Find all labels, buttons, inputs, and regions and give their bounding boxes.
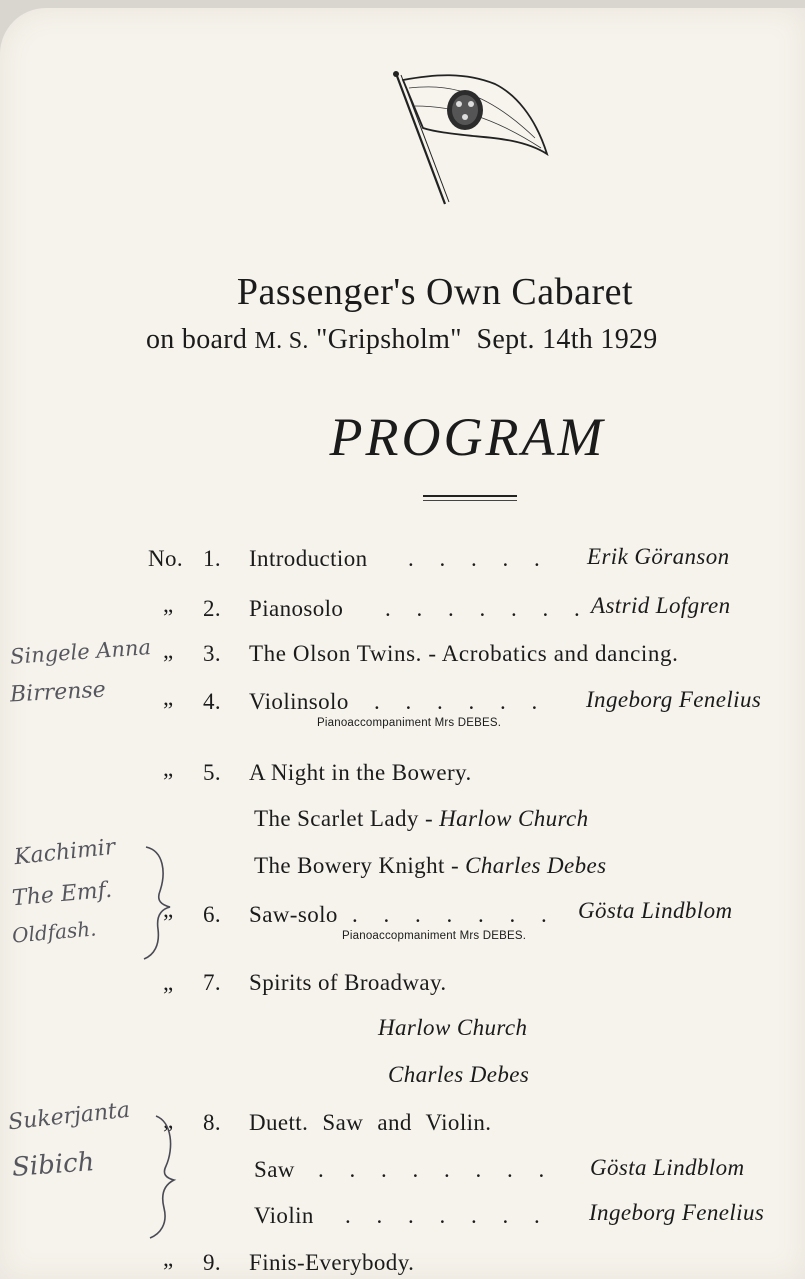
handwritten-brace-icon	[146, 1112, 180, 1242]
handwritten-note: Sibich	[11, 1147, 96, 1183]
item-number: 4.	[203, 689, 222, 714]
item-act: Saw-solo	[249, 902, 338, 927]
item-mark: „	[163, 897, 174, 922]
sub-performer: Gösta Lindblom	[590, 1155, 745, 1180]
item-performer: Charles Debes	[388, 1062, 530, 1087]
sub-role: Saw	[254, 1157, 295, 1182]
handwritten-note: Kachimir	[12, 834, 117, 871]
leader-dots: . . . . . . . .	[318, 1157, 555, 1182]
sub-role: The Scarlet Lady - Harlow Church	[254, 806, 589, 831]
item-act: Introduction	[249, 546, 368, 571]
subtitle-prefix: on board	[146, 324, 248, 355]
leader-dots: . . . . . . .	[345, 1203, 550, 1228]
accompaniment-note: Pianoaccompaniment Mrs DEBES.	[317, 717, 502, 729]
flag-emblem-icon	[385, 66, 555, 211]
item-mark: „	[163, 1108, 174, 1133]
item-mark: „	[163, 1246, 174, 1271]
ship-code: M. S.	[254, 328, 309, 354]
leader-dots: . . . . . . .	[385, 596, 590, 621]
item-number: 3.	[203, 641, 222, 666]
item-act: Finis-Everybody.	[249, 1250, 415, 1275]
item-performer: Gösta Lindblom	[578, 898, 733, 923]
sub-role: The Bowery Knight - Charles Debes	[254, 853, 607, 878]
item-mark: „	[163, 756, 174, 781]
subtitle	[146, 324, 658, 356]
program-card	[0, 8, 805, 1279]
item-mark: No.	[148, 546, 184, 571]
item-mark: „	[163, 970, 174, 995]
item-act: A Night in the Bowery.	[249, 760, 472, 785]
item-act: Violinsolo	[249, 689, 349, 714]
item-number: 5.	[203, 760, 222, 785]
item-number: 9.	[203, 1250, 222, 1275]
handwritten-note: Birrense	[9, 677, 107, 708]
leader-dots: . . . . . .	[374, 689, 548, 714]
item-performer: Erik Göranson	[587, 544, 730, 569]
sub-role: Violin	[254, 1203, 314, 1228]
item-performer: Astrid Lofgren	[591, 593, 731, 618]
sub-performer: Ingeborg Fenelius	[589, 1200, 765, 1225]
program-heading: PROGRAM	[329, 407, 606, 467]
item-number: 8.	[203, 1110, 222, 1135]
event-date: Sept. 14th 1929	[476, 324, 658, 355]
item-mark: „	[163, 592, 174, 617]
handwritten-note: Oldfash.	[11, 916, 98, 948]
heading-rule	[423, 495, 517, 501]
item-performer: Ingeborg Fenelius	[586, 687, 762, 712]
handwritten-note: The Emf.	[11, 877, 114, 912]
leader-dots: . . . . .	[408, 546, 550, 571]
item-number: 7.	[203, 970, 222, 995]
handwritten-note: Sukerjanta	[7, 1097, 132, 1136]
item-number: 6.	[203, 902, 222, 927]
item-act: Spirits of Broadway.	[249, 970, 447, 995]
item-mark: „	[163, 685, 174, 710]
accompaniment-note: Pianoaccopmaniment Mrs DEBES.	[342, 930, 527, 942]
ship-name: "Gripsholm"	[315, 324, 462, 355]
item-number: 2.	[203, 596, 222, 621]
item-act: The Olson Twins. - Acrobatics and dancing.	[249, 641, 679, 666]
handwritten-note: Singele Anna	[9, 635, 152, 669]
handwritten-brace-icon	[140, 843, 176, 963]
cabaret-title: Passenger's Own Cabaret	[236, 271, 634, 313]
item-act: Duett. Saw and Violin.	[249, 1110, 492, 1135]
item-performer: Harlow Church	[378, 1015, 528, 1040]
item-number: 1.	[203, 546, 222, 571]
item-act: Pianosolo	[249, 596, 344, 621]
item-mark: „	[163, 638, 174, 663]
leader-dots: . . . . . . .	[352, 902, 557, 927]
